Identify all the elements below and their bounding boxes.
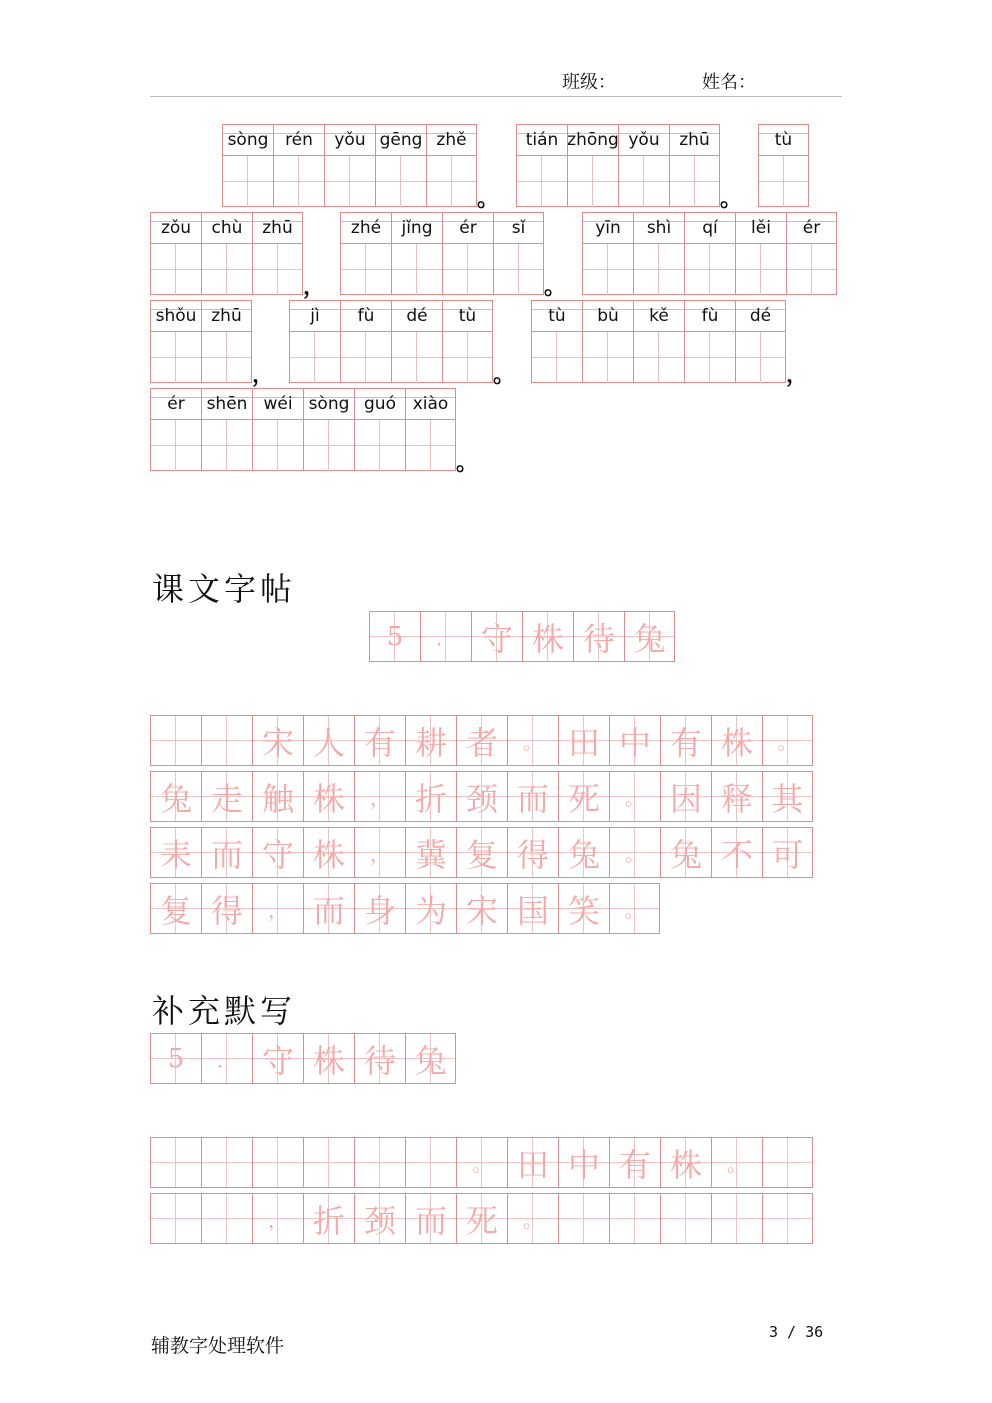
grid-char-cell[interactable]: 守 xyxy=(252,827,303,878)
grid-char-cell[interactable]: 兔 xyxy=(624,611,675,662)
pinyin-syllable: qí xyxy=(685,213,735,244)
pinyin-word-group xyxy=(758,124,809,207)
grid-char-cell[interactable]: 株 xyxy=(303,1033,354,1084)
grid-empty-cell[interactable] xyxy=(405,1137,456,1188)
pinyin-syllable: zhé xyxy=(341,213,391,244)
pinyin-word-group xyxy=(150,300,252,383)
pinyin-cell[interactable] xyxy=(758,124,809,207)
hanzi-write-box[interactable] xyxy=(685,244,735,295)
grid-char-cell[interactable]: 身 xyxy=(354,883,405,934)
hanzi-write-box[interactable] xyxy=(151,332,201,383)
grid-row xyxy=(150,883,660,934)
pinyin-cell[interactable] xyxy=(582,212,633,295)
pinyin-cell[interactable] xyxy=(493,212,544,295)
pinyin-syllable: gēng xyxy=(376,125,426,156)
grid-char-cell[interactable]: 待 xyxy=(573,611,624,662)
pinyin-syllable: fù xyxy=(341,301,391,332)
grid-char-cell[interactable]: 冀 xyxy=(405,827,456,878)
hanzi-write-box[interactable] xyxy=(494,244,543,295)
pinyin-syllable: zhōng xyxy=(568,125,618,156)
grid-char-cell[interactable]: ． xyxy=(420,611,471,662)
pinyin-syllable: ér xyxy=(151,389,201,420)
pinyin-cell[interactable] xyxy=(340,300,391,383)
grid-char-cell[interactable]: 耕 xyxy=(405,715,456,766)
pinyin-cell[interactable] xyxy=(252,388,303,471)
hanzi-write-box[interactable] xyxy=(634,244,684,295)
grid-char-cell[interactable]: ， xyxy=(252,883,303,934)
hanzi-write-box[interactable] xyxy=(583,244,633,295)
grid-char-cell[interactable]: 株 xyxy=(303,827,354,878)
grid-empty-cell[interactable] xyxy=(150,1137,201,1188)
hanzi-write-box[interactable] xyxy=(223,156,273,207)
grid-char-cell[interactable]: 而 xyxy=(507,771,558,822)
hanzi-write-box[interactable] xyxy=(341,332,391,383)
grid-char-cell[interactable]: 者 xyxy=(456,715,507,766)
pinyin-syllable: zǒu xyxy=(151,213,201,244)
grid-empty-cell[interactable] xyxy=(609,1193,660,1244)
pinyin-cell[interactable] xyxy=(375,124,426,207)
name-label: 姓名： xyxy=(702,72,756,93)
grid-row xyxy=(150,715,813,766)
pinyin-cell[interactable] xyxy=(201,212,252,295)
pinyin-syllable: tù xyxy=(443,301,492,332)
grid-char-cell[interactable]: 。 xyxy=(456,1137,507,1188)
grid-char-cell[interactable]: 5 xyxy=(150,1033,201,1084)
grid-char-cell[interactable]: ， xyxy=(354,827,405,878)
grid-char-cell[interactable]: 折 xyxy=(303,1193,354,1244)
punctuation-mark: 。 xyxy=(456,451,479,476)
class-label: 班级： xyxy=(562,72,616,93)
pinyin-syllable: jì xyxy=(290,301,340,332)
hanzi-write-box[interactable] xyxy=(392,244,442,295)
grid-char-cell[interactable]: 株 xyxy=(660,1137,711,1188)
hanzi-write-box[interactable] xyxy=(685,332,735,383)
grid-empty-cell[interactable] xyxy=(711,1193,762,1244)
pinyin-word-group xyxy=(340,212,544,295)
grid-char-cell[interactable]: 。 xyxy=(609,883,660,934)
pinyin-syllable: zhū xyxy=(253,213,302,244)
hanzi-write-box[interactable] xyxy=(355,420,405,471)
grid-char-cell[interactable]: 5 xyxy=(369,611,420,662)
pinyin-syllable: dé xyxy=(392,301,442,332)
grid-char-cell[interactable]: 笑 xyxy=(558,883,609,934)
hanzi-write-box[interactable] xyxy=(634,332,684,383)
pinyin-syllable: ér xyxy=(443,213,493,244)
pinyin-syllable: shì xyxy=(634,213,684,244)
hanzi-write-box[interactable] xyxy=(392,332,442,383)
grid-char-cell[interactable]: 而 xyxy=(405,1193,456,1244)
pinyin-syllable: tù xyxy=(532,301,582,332)
grid-char-cell[interactable]: 折 xyxy=(405,771,456,822)
grid-char-cell[interactable]: 株 xyxy=(522,611,573,662)
hanzi-write-box[interactable] xyxy=(443,244,493,295)
grid-char-cell[interactable]: 兔 xyxy=(660,827,711,878)
punctuation-mark: 。 xyxy=(720,187,743,212)
hanzi-write-box[interactable] xyxy=(151,244,201,295)
hanzi-write-box[interactable] xyxy=(151,420,201,471)
pinyin-cell[interactable] xyxy=(391,300,442,383)
hanzi-write-box[interactable] xyxy=(290,332,340,383)
grid-char-cell[interactable]: 。 xyxy=(711,1137,762,1188)
pinyin-cell[interactable] xyxy=(633,300,684,383)
pinyin-cell[interactable] xyxy=(516,124,567,207)
pinyin-cell[interactable] xyxy=(684,300,735,383)
grid-char-cell[interactable]: 有 xyxy=(354,715,405,766)
pinyin-cell[interactable] xyxy=(150,300,201,383)
grid-char-cell[interactable]: ， xyxy=(354,771,405,822)
pinyin-cell[interactable] xyxy=(684,212,735,295)
hanzi-write-box[interactable] xyxy=(253,244,302,295)
pinyin-syllable: zhū xyxy=(670,125,719,156)
hanzi-write-box[interactable] xyxy=(619,156,669,207)
grid-char-cell[interactable]: 有 xyxy=(660,715,711,766)
pinyin-cell[interactable] xyxy=(340,212,391,295)
grid-char-cell[interactable]: 不 xyxy=(711,827,762,878)
punctuation-mark: ， xyxy=(252,363,275,388)
grid-row xyxy=(150,1137,813,1188)
hanzi-write-box[interactable] xyxy=(670,156,719,207)
pinyin-cell[interactable] xyxy=(567,124,618,207)
grid-empty-cell[interactable] xyxy=(201,715,252,766)
grid-char-cell[interactable]: 释 xyxy=(711,771,762,822)
grid-char-cell[interactable]: 颈 xyxy=(456,771,507,822)
hanzi-write-box[interactable] xyxy=(406,420,455,471)
hanzi-write-box[interactable] xyxy=(253,420,303,471)
pinyin-cell[interactable] xyxy=(391,212,442,295)
grid-empty-cell[interactable] xyxy=(354,1137,405,1188)
hanzi-write-box[interactable] xyxy=(517,156,567,207)
pinyin-word-group xyxy=(222,124,477,207)
pinyin-cell[interactable] xyxy=(669,124,720,207)
grid-char-cell[interactable]: 株 xyxy=(711,715,762,766)
hanzi-write-box[interactable] xyxy=(202,420,252,471)
pinyin-cell[interactable] xyxy=(354,388,405,471)
grid-char-cell[interactable]: 株 xyxy=(303,771,354,822)
pinyin-syllable: jǐng xyxy=(392,213,442,244)
pinyin-cell[interactable] xyxy=(324,124,375,207)
hanzi-write-box[interactable] xyxy=(202,244,252,295)
dictation-title-grid xyxy=(150,1033,456,1084)
grid-empty-cell[interactable] xyxy=(201,1193,252,1244)
pinyin-syllable: sòng xyxy=(304,389,354,420)
hanzi-write-box[interactable] xyxy=(787,244,836,295)
pinyin-cell[interactable] xyxy=(150,212,201,295)
grid-char-cell[interactable]: 复 xyxy=(456,827,507,878)
grid-char-cell[interactable]: 守 xyxy=(252,1033,303,1084)
pinyin-syllable: guó xyxy=(355,389,405,420)
pinyin-syllable: tián xyxy=(517,125,567,156)
hanzi-write-box[interactable] xyxy=(304,420,354,471)
grid-char-cell[interactable]: 宋 xyxy=(252,715,303,766)
grid-char-cell[interactable]: 而 xyxy=(201,827,252,878)
grid-char-cell[interactable]: 因 xyxy=(660,771,711,822)
hanzi-write-box[interactable] xyxy=(202,332,251,383)
hanzi-write-box[interactable] xyxy=(583,332,633,383)
grid-char-cell[interactable]: 为 xyxy=(405,883,456,934)
pinyin-syllable: xiào xyxy=(406,389,455,420)
pinyin-syllable: wéi xyxy=(253,389,303,420)
grid-row xyxy=(150,771,813,822)
pinyin-cell[interactable] xyxy=(786,212,837,295)
grid-char-cell[interactable]: 国 xyxy=(507,883,558,934)
grid-char-cell[interactable]: 走 xyxy=(201,771,252,822)
pinyin-syllable: shǒu xyxy=(151,301,201,332)
pinyin-syllable: rén xyxy=(274,125,324,156)
hanzi-write-box[interactable] xyxy=(736,332,785,383)
grid-char-cell[interactable]: 中 xyxy=(609,715,660,766)
pinyin-syllable: bù xyxy=(583,301,633,332)
pinyin-syllable: kě xyxy=(634,301,684,332)
pinyin-cell[interactable] xyxy=(633,212,684,295)
pinyin-cell[interactable] xyxy=(442,300,493,383)
pinyin-word-group xyxy=(150,212,303,295)
grid-row xyxy=(150,1193,813,1244)
pinyin-cell[interactable] xyxy=(289,300,340,383)
pinyin-cell[interactable] xyxy=(201,388,252,471)
grid-empty-cell[interactable] xyxy=(150,715,201,766)
pinyin-syllable: tù xyxy=(759,125,808,156)
pinyin-word-group xyxy=(150,388,456,471)
grid-char-cell[interactable]: 可 xyxy=(762,827,813,878)
grid-char-cell[interactable]: 。 xyxy=(609,827,660,878)
grid-char-cell[interactable]: 而 xyxy=(303,883,354,934)
grid-char-cell[interactable]: 人 xyxy=(303,715,354,766)
grid-char-cell[interactable]: 有 xyxy=(609,1137,660,1188)
hanzi-write-box[interactable] xyxy=(341,244,391,295)
pinyin-syllable: chù xyxy=(202,213,252,244)
pinyin-syllable: lěi xyxy=(736,213,786,244)
pinyin-cell[interactable] xyxy=(303,388,354,471)
grid-char-cell[interactable]: 得 xyxy=(507,827,558,878)
lesson-title-grid xyxy=(369,611,675,662)
pinyin-syllable: dé xyxy=(736,301,785,332)
pinyin-syllable: shēn xyxy=(202,389,252,420)
grid-char-cell[interactable]: 。 xyxy=(507,1193,558,1244)
grid-row xyxy=(150,827,813,878)
pinyin-syllable: sǐ xyxy=(494,213,543,244)
pinyin-syllable: fù xyxy=(685,301,735,332)
pinyin-syllable: zhě xyxy=(427,125,476,156)
hanzi-write-box[interactable] xyxy=(568,156,618,207)
grid-char-cell[interactable]: 兔 xyxy=(405,1033,456,1084)
grid-char-cell[interactable]: 兔 xyxy=(558,827,609,878)
section-title-dictation: 补充默写 xyxy=(152,992,297,1030)
grid-char-cell[interactable]: 中 xyxy=(558,1137,609,1188)
pinyin-cell[interactable] xyxy=(201,300,252,383)
pinyin-word-group xyxy=(531,300,786,383)
pinyin-cell[interactable] xyxy=(252,212,303,295)
pinyin-cell[interactable] xyxy=(618,124,669,207)
hanzi-write-box[interactable] xyxy=(736,244,786,295)
pinyin-cell[interactable] xyxy=(735,212,786,295)
pinyin-cell[interactable] xyxy=(426,124,477,207)
pinyin-cell[interactable] xyxy=(150,388,201,471)
grid-empty-cell[interactable] xyxy=(660,1193,711,1244)
hanzi-write-box[interactable] xyxy=(376,156,426,207)
hanzi-write-box[interactable] xyxy=(443,332,492,383)
grid-char-cell[interactable]: 其 xyxy=(762,771,813,822)
pinyin-word-group xyxy=(582,212,837,295)
grid-empty-cell[interactable] xyxy=(558,1193,609,1244)
pinyin-syllable: ér xyxy=(787,213,836,244)
hanzi-write-box[interactable] xyxy=(274,156,324,207)
section-title-copybook: 课文字帖 xyxy=(152,570,297,608)
pinyin-cell[interactable] xyxy=(273,124,324,207)
punctuation-mark: 。 xyxy=(544,275,567,300)
grid-empty-cell[interactable] xyxy=(252,1137,303,1188)
grid-char-cell[interactable]: 兔 xyxy=(150,771,201,822)
header-divider xyxy=(150,96,842,97)
grid-char-cell[interactable]: 。 xyxy=(507,715,558,766)
pinyin-cell[interactable] xyxy=(442,212,493,295)
punctuation-mark: ， xyxy=(786,363,809,388)
grid-char-cell[interactable]: 复 xyxy=(150,883,201,934)
grid-char-cell[interactable]: ． xyxy=(201,1033,252,1084)
hanzi-write-box[interactable] xyxy=(325,156,375,207)
grid-char-cell[interactable]: 耒 xyxy=(150,827,201,878)
hanzi-write-box[interactable] xyxy=(759,156,808,207)
grid-char-cell[interactable]: 死 xyxy=(558,771,609,822)
grid-char-cell[interactable]: 田 xyxy=(558,715,609,766)
grid-empty-cell[interactable] xyxy=(150,1193,201,1244)
pinyin-cell[interactable] xyxy=(222,124,273,207)
grid-char-cell[interactable]: 颈 xyxy=(354,1193,405,1244)
hanzi-write-box[interactable] xyxy=(427,156,476,207)
punctuation-mark: 。 xyxy=(493,363,516,388)
page-number: 3 / 36 xyxy=(769,1323,824,1341)
grid-char-cell[interactable]: 田 xyxy=(507,1137,558,1188)
pinyin-cell[interactable] xyxy=(531,300,582,383)
pinyin-syllable: sòng xyxy=(223,125,273,156)
pinyin-cell[interactable] xyxy=(582,300,633,383)
footer-software: 辅教字处理软件 xyxy=(151,1335,285,1357)
grid-char-cell[interactable]: ， xyxy=(252,1193,303,1244)
punctuation-mark: ， xyxy=(303,275,326,300)
pinyin-cell[interactable] xyxy=(735,300,786,383)
grid-char-cell[interactable]: 触 xyxy=(252,771,303,822)
grid-char-cell[interactable]: 。 xyxy=(762,715,813,766)
pinyin-word-group xyxy=(289,300,493,383)
grid-char-cell[interactable]: 待 xyxy=(354,1033,405,1084)
pinyin-syllable: yǒu xyxy=(325,125,375,156)
pinyin-syllable: zhū xyxy=(202,301,251,332)
hanzi-write-box[interactable] xyxy=(532,332,582,383)
grid-empty-cell[interactable] xyxy=(201,1137,252,1188)
pinyin-word-group xyxy=(516,124,720,207)
grid-empty-cell[interactable] xyxy=(303,1137,354,1188)
grid-char-cell[interactable]: 守 xyxy=(471,611,522,662)
grid-char-cell[interactable]: 。 xyxy=(609,771,660,822)
grid-char-cell[interactable]: 宋 xyxy=(456,883,507,934)
grid-empty-cell[interactable] xyxy=(762,1137,813,1188)
grid-char-cell[interactable]: 得 xyxy=(201,883,252,934)
pinyin-cell[interactable] xyxy=(405,388,456,471)
punctuation-mark: 。 xyxy=(477,187,500,212)
pinyin-syllable: yīn xyxy=(583,213,633,244)
pinyin-syllable: yǒu xyxy=(619,125,669,156)
grid-empty-cell[interactable] xyxy=(762,1193,813,1244)
grid-char-cell[interactable]: 死 xyxy=(456,1193,507,1244)
